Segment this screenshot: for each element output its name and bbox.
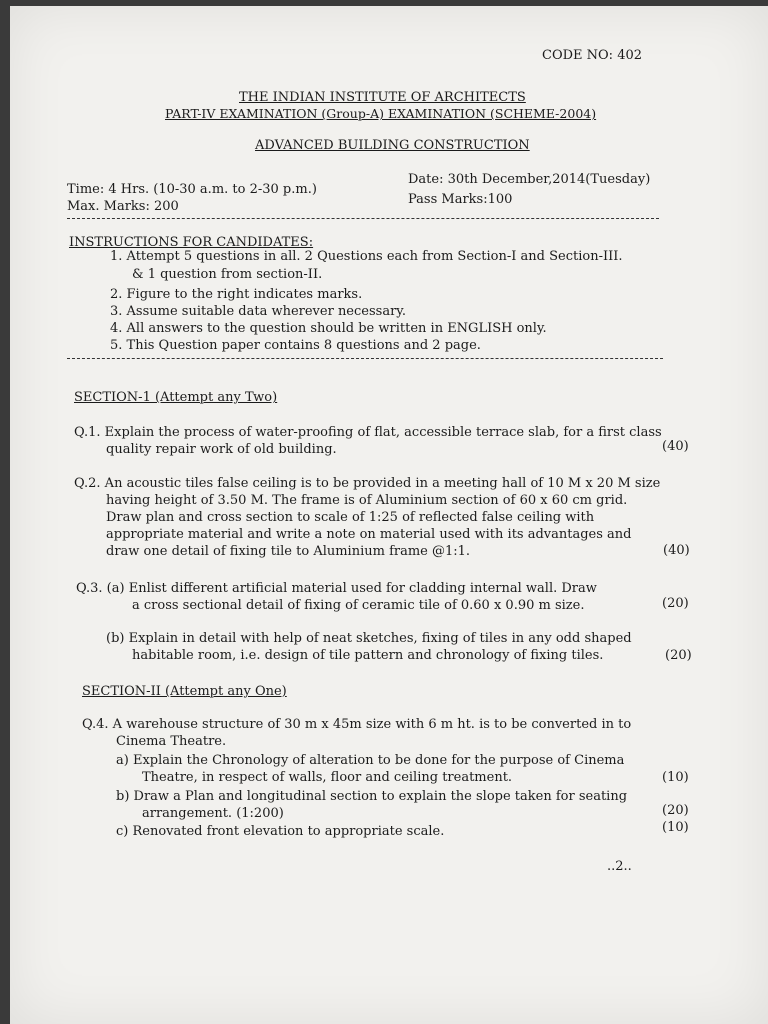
question-2 xyxy=(74,475,660,560)
code-number: CODE NO: 402 xyxy=(542,48,643,63)
section-2-title: SECTION-II (Attempt any One) xyxy=(82,684,287,699)
question-2-line-2: having height of 3.50 M. The frame is of Aluminium section of 60 x 60 cm grid. xyxy=(106,493,628,508)
max-marks: Max. Marks: 200 xyxy=(67,199,179,214)
question-2-line-3: Draw plan and cross section to scale of 1:25 of reflected false ceiling with xyxy=(106,510,595,525)
instruction-3: 3. Assume suitable data wherever necessary. xyxy=(110,304,407,319)
instructions-title: INSTRUCTIONS FOR CANDIDATES: xyxy=(69,235,314,250)
question-3b-marks: (20) xyxy=(665,648,692,663)
question-3b-line-1: (b) Explain in detail with help of neat sketches, fixing of tiles in any odd shaped xyxy=(106,631,632,646)
question-4c: c) Renovated front elevation to appropriate scale. xyxy=(116,824,445,839)
subject-title: ADVANCED BUILDING CONSTRUCTION xyxy=(255,138,530,153)
question-2-line-4: appropriate material and write a note on material used with its advantages and xyxy=(106,527,632,542)
question-2-marks: (40) xyxy=(663,543,690,558)
question-4-line-2: Cinema Theatre. xyxy=(116,734,227,749)
section-1-title: SECTION-1 (Attempt any Two) xyxy=(74,390,278,405)
exam-title: PART-IV EXAMINATION (Group-A) EXAMINATION (SCHEME-2004) xyxy=(165,106,597,121)
instruction-2: 2. Figure to the right indicates marks. xyxy=(110,287,363,302)
question-4b-line-1: b) Draw a Plan and longitudinal section to explain the slope taken for seating xyxy=(116,789,628,804)
question-2-line-1: Q.2. An acoustic tiles false ceiling is to be provided in a meeting hall of 10 M x 20 M size xyxy=(74,476,661,491)
institute-name: THE INDIAN INSTITUTE OF ARCHITECTS xyxy=(239,90,526,105)
question-4b-line-2: arrangement. (1:200) xyxy=(142,806,284,821)
question-4c-marks: (10) xyxy=(662,820,689,835)
question-1-line-2: quality repair work of old building. xyxy=(106,442,337,457)
question-4a-line-1: a) Explain the Chronology of alteration to be done for the purpose of Cinema xyxy=(116,753,625,768)
question-4b-marks: (20) xyxy=(662,803,689,818)
instruction-1-cont: & 1 question from section-II. xyxy=(132,267,323,282)
next-page-marker: ..2.. xyxy=(607,859,632,874)
question-3a-line-2: a cross sectional detail of fixing of ceramic tile of 0.60 x 0.90 m size. xyxy=(132,598,585,613)
instruction-4: 4. All answers to the question should be written in ENGLISH only. xyxy=(110,321,547,336)
header-divider xyxy=(67,218,659,219)
question-4-line-1: Q.4. A warehouse structure of 30 m x 45m size with 6 m ht. is to be converted in to xyxy=(82,717,632,732)
pass-marks: Pass Marks:100 xyxy=(408,192,513,207)
question-4a xyxy=(116,752,624,786)
question-4a-marks: (10) xyxy=(662,770,689,785)
question-1 xyxy=(74,424,662,458)
question-2-line-5: draw one detail of fixing tile to Aluminium frame @1:1. xyxy=(106,544,471,559)
question-3a-marks: (20) xyxy=(662,596,689,611)
question-4b xyxy=(116,788,627,822)
question-3a xyxy=(76,580,597,614)
question-4-intro xyxy=(82,716,631,750)
question-3a-line-1: Q.3. (a) Enlist different artificial material used for cladding internal wall. Draw xyxy=(76,581,597,596)
instruction-1: 1. Attempt 5 questions in all. 2 Questions each from Section-I and Section-III. xyxy=(110,249,623,264)
exam-time: Time: 4 Hrs. (10-30 a.m. to 2-30 p.m.) xyxy=(67,182,317,197)
question-3b-line-2: habitable room, i.e. design of tile pattern and chronology of fixing tiles. xyxy=(132,648,604,663)
question-3b xyxy=(106,630,632,664)
question-1-marks: (40) xyxy=(662,439,689,454)
exam-date: Date: 30th December,2014(Tuesday) xyxy=(408,172,651,187)
question-1-line-1: Q.1. Explain the process of water-proofing of flat, accessible terrace slab, for a first class xyxy=(74,425,662,440)
instructions-divider xyxy=(67,358,663,359)
exam-paper-page xyxy=(10,6,768,1024)
instruction-5: 5. This Question paper contains 8 questions and 2 page. xyxy=(110,338,481,353)
question-4a-line-2: Theatre, in respect of walls, floor and ceiling treatment. xyxy=(142,770,513,785)
